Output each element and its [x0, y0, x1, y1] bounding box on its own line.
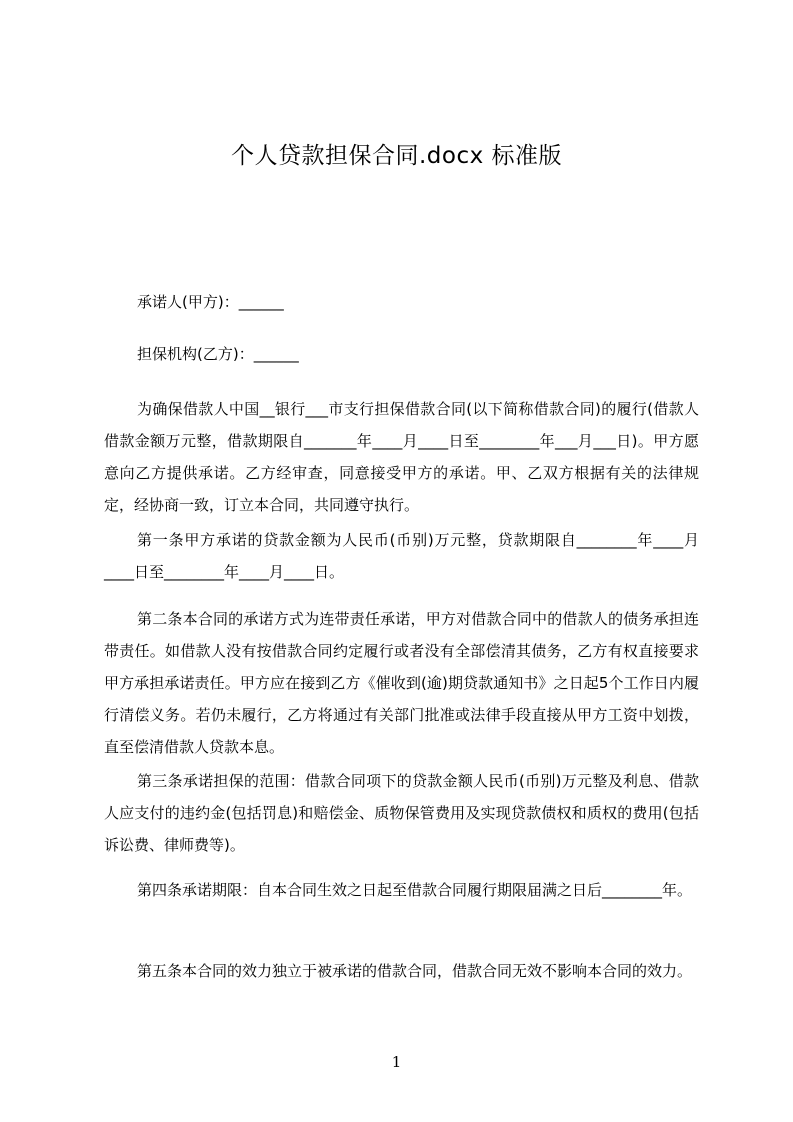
paragraph-promisor: 承诺人(甲方)：______	[137, 293, 284, 311]
paragraph-guarantor: 担保机构(乙方)：______	[137, 345, 299, 363]
paragraph-preamble: 为确保借款人中国__银行___市支行担保借款合同(以下简称借款合同)的履行(借款人借款金额万元整，借款期限自_______年____月____日至________年___月___日)。甲方愿意向乙方提供承诺。乙方经审查，同意接受甲方的承诺。甲、乙双方根据有关的法律规定，经协商一致，订立本合同，共同遵守执行。	[104, 400, 699, 514]
paragraph-article-4: 第四条承诺期限：自本合同生效之日起至借款合同履行期限届满之日后________年。	[137, 881, 693, 899]
paragraph-article-3: 第三条承诺担保的范围：借款合同项下的贷款金额人民币(币别)万元整及利息、借款人应支付的违约金(包括罚息)和赔偿金、质物保管费用及实现贷款债权和质权的费用(包括诉讼费、律师费等)。	[104, 772, 699, 854]
paragraph-article-5: 第五条本合同的效力独立于被承诺的借款合同，借款合同无效不影响本合同的效力。	[137, 962, 693, 980]
paragraph-article-2: 第二条本合同的承诺方式为连带责任承诺，甲方对借款合同中的借款人的债务承担连带责任。如借款人没有按借款合同约定履行或者没有全部偿清其债务，乙方有权直接要求甲方承担承诺责任。甲方应在接到乙方《催收到(逾)期贷款通知书》之日起5个工作日内履行清偿义务。若仍未履行，乙方将通过有关部门批准或法律手段直接从甲方工资中划拨，直至偿清借款人贷款本息。	[104, 610, 699, 756]
page-number: 1	[391, 1053, 402, 1071]
paragraph-article-1: 第一条甲方承诺的贷款金额为人民币(币别)万元整，贷款期限自________年____月____日至________年____月____日。	[104, 531, 699, 581]
document-title: 个人贷款担保合同.docx 标准版	[230, 143, 563, 169]
